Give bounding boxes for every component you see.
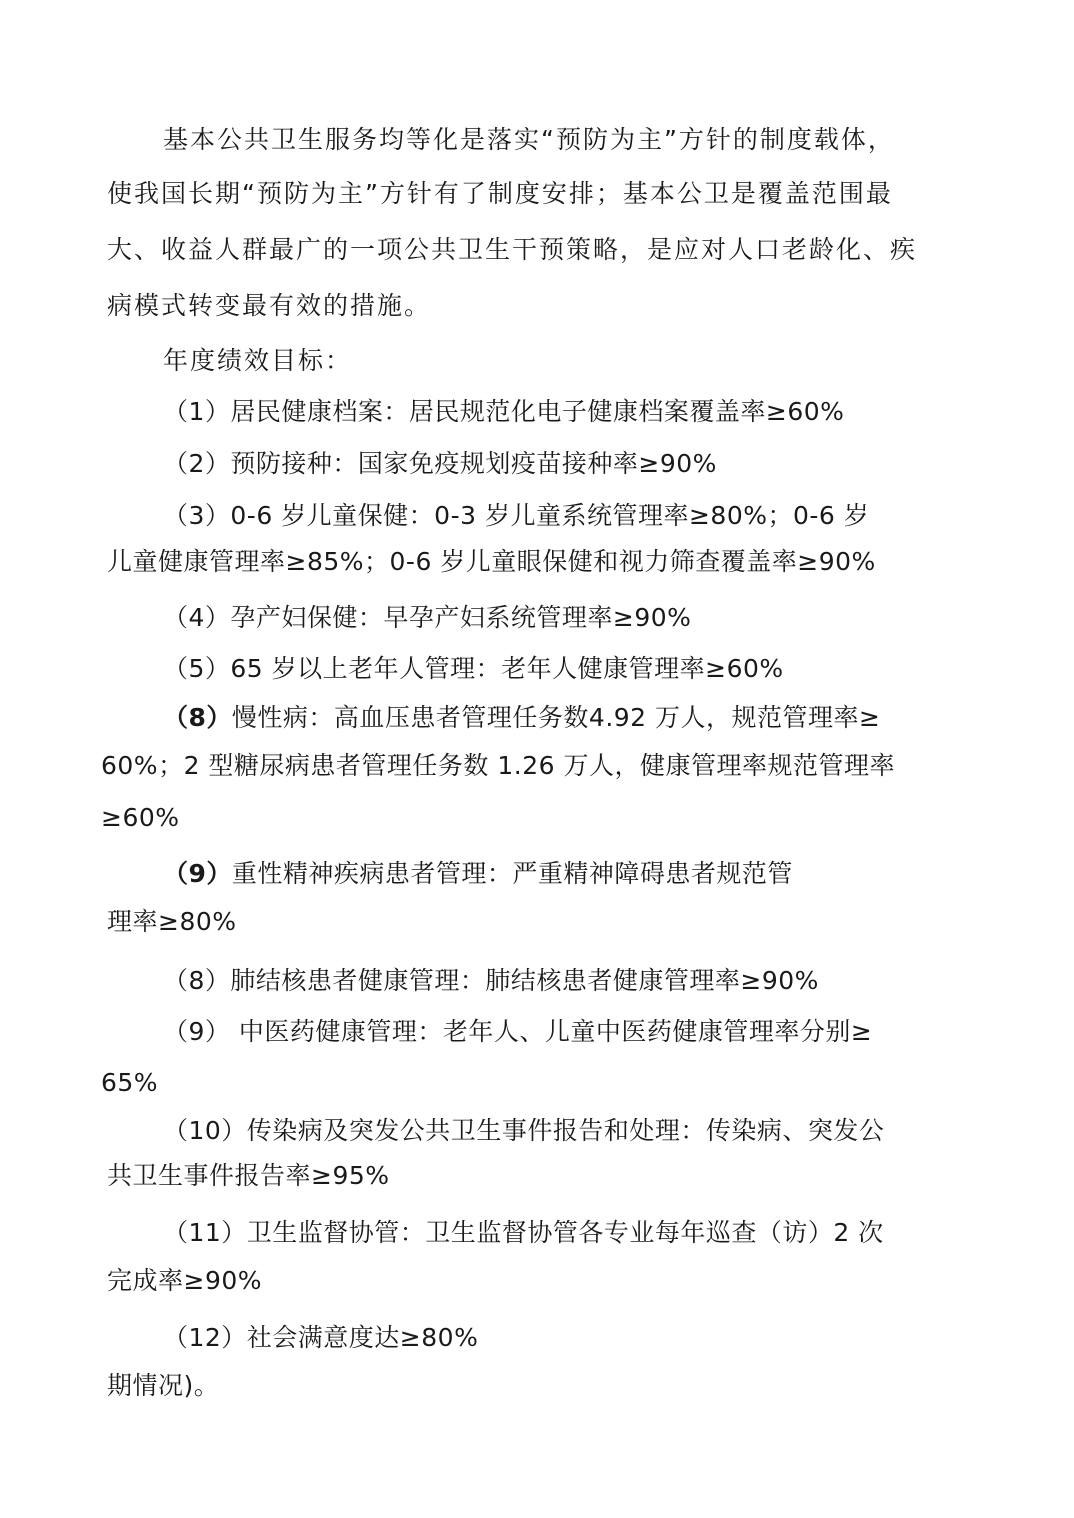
- goal-item-3-line-1: （3）0-6 岁儿童保健：0-3 岁儿童系统管理率≥80%；0-6 岁: [163, 501, 870, 530]
- goal-item-10-line-2: 共卫生事件报告率≥95%: [107, 1161, 390, 1190]
- goal-item-1: （1）居民健康档案：居民规范化电子健康档案覆盖率≥60%: [163, 397, 845, 426]
- goal-item-11-line-1: （11）卫生监督协管：卫生监督协管各专业每年巡查（访）2 次: [163, 1218, 884, 1247]
- goal-item-9-line-2: 65%: [101, 1068, 159, 1097]
- trailing-fragment: 期情况)。: [107, 1371, 220, 1400]
- goal-item-4: （4）孕产妇保健：早孕产妇系统管理率≥90%: [163, 603, 692, 632]
- goal-item-9-line-1: （9） 中医药健康管理：老年人、儿童中医药健康管理率分别≥: [163, 1017, 873, 1046]
- intro-line-2: 使我国长期“预防为主”方针有了制度安排；基本公卫是覆盖范围最: [107, 179, 893, 208]
- goal-item-12: （12）社会满意度达≥80%: [163, 1323, 479, 1352]
- goal-item-6-line-1: [163, 702, 880, 734]
- intro-line-4: 病模式转变最有效的措施。: [107, 291, 432, 320]
- goal-item-6-number: （8）: [163, 703, 232, 732]
- goal-item-7-line-1: [163, 858, 793, 890]
- goal-item-3-line-2: 儿童健康管理率≥85%；0-6 岁儿童眼保健和视力筛查覆盖率≥90%: [107, 547, 876, 576]
- goal-item-6-line-2: 60%；2 型糖尿病患者管理任务数 1.26 万人，健康管理率规范管理率: [101, 751, 895, 780]
- goal-item-2: （2）预防接种：国家免疫规划疫苗接种率≥90%: [163, 449, 717, 478]
- intro-line-1: 基本公共卫生服务均等化是落实“预防为主”方针的制度载体，: [163, 125, 895, 154]
- goals-heading: 年度绩效目标：: [163, 346, 353, 375]
- goal-item-7-number: （9）: [163, 859, 232, 888]
- goal-item-7-text: 重性精神疾病患者管理：严重精神障碍患者规范管: [231, 859, 793, 888]
- goal-item-10-line-1: （10）传染病及突发公共卫生事件报告和处理：传染病、突发公: [163, 1116, 885, 1145]
- intro-line-3: 大、收益人群最广的一项公共卫生干预策略，是应对人口老龄化、疾: [107, 235, 918, 264]
- goal-item-8: （8）肺结核患者健康管理：肺结核患者健康管理率≥90%: [163, 966, 819, 995]
- goal-item-6-text: 慢性病：高血压患者管理任务数4.92 万人，规范管理率≥: [231, 703, 881, 732]
- goal-item-7-line-2: 理率≥80%: [107, 907, 237, 936]
- goal-item-5: （5）65 岁以上老年人管理：老年人健康管理率≥60%: [163, 654, 784, 683]
- goal-item-11-line-2: 完成率≥90%: [107, 1266, 263, 1295]
- goal-item-6-line-3: ≥60%: [101, 803, 180, 832]
